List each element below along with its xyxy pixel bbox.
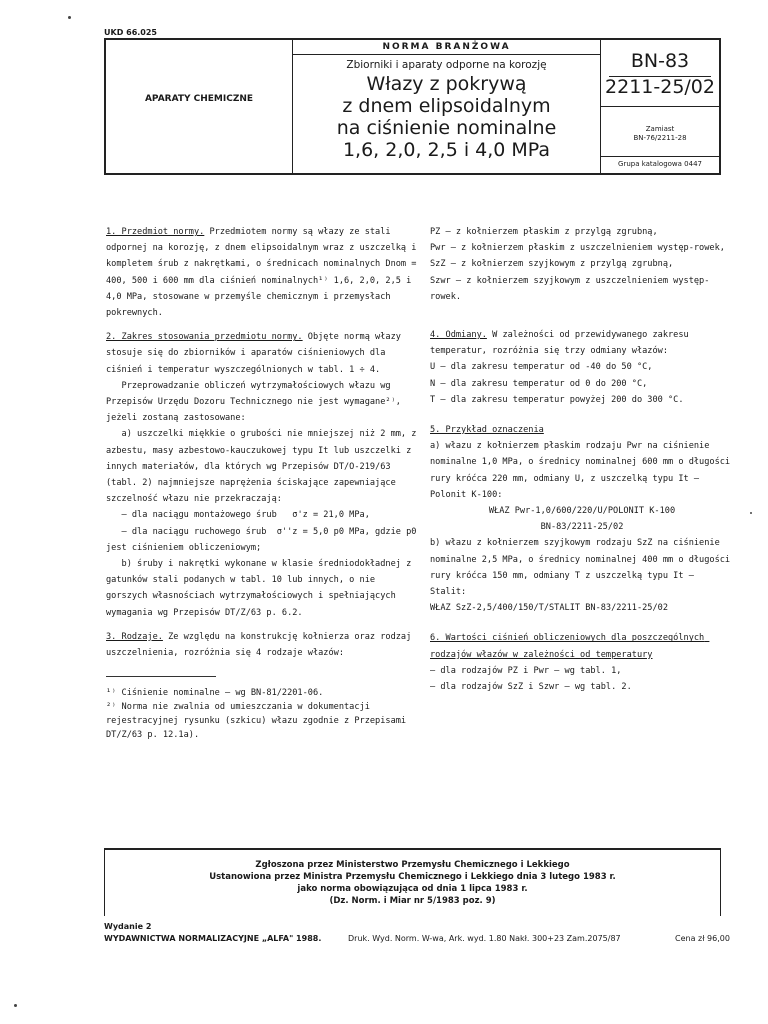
paragraph: – dla naciągu ruchowego śrub σ''z = 5,0 p0 MPa, gdzie p0 jest ciśnieniem obliczeniowym;	[106, 526, 422, 553]
paragraph: b) śruby i nakrętki wykonane w klasie średniodokładnej z gatunków stali podanych w tabl. 10 lub innych, o nie gorszych własnościach wytrzymałościowych i spełniających wymagania wg Przepisów DT/Z/63 p. 6.2.	[106, 559, 417, 618]
designation-code: BN-83/2211-25/02	[540, 522, 624, 533]
left-column	[106, 224, 422, 661]
scan-speck	[750, 512, 752, 514]
title-line: 1,6, 2,0, 2,5 i 4,0 MPa	[342, 139, 551, 161]
type-item: PZ – z kołnierzem płaskim z przylgą zgrubną,	[430, 227, 658, 237]
variant-item: U – dla zakresu temperatur od -40 do 50 °C,	[430, 362, 653, 373]
section-heading: 1. Przedmiot normy.	[106, 227, 205, 237]
scan-speck	[68, 16, 71, 19]
replaces-label: Zamiast	[645, 125, 675, 133]
footnote-rule	[106, 676, 216, 677]
value-item: – dla rodzajów PZ i Pwr – wg tabl. 1,	[430, 665, 622, 676]
approval-line: jako norma obowiązująca od dnia 1 lipca 1983 r.	[297, 884, 528, 894]
title-line: Włazy z pokrywą	[366, 73, 527, 95]
subtitle: Zbiorniki i aparaty odporne na korozję	[346, 59, 547, 71]
paragraph: 2. Zakres stosowania przedmiotu normy. Objęte normą włazy stosuje się do zbiorników i aparatów ciśnieniowych dla ciśnień i temperatur wyszczególnionych w tabl. 1 ÷ 4.	[106, 332, 407, 375]
approval-box	[104, 848, 721, 916]
section-heading: 6. Wartości ciśnień obliczeniowych dla poszczególnych rodzajów włazów w zależności od temperatury	[430, 633, 710, 660]
publisher: WYDAWNICTWA NORMALIZACYJNE „ALFA" 1988.	[104, 934, 322, 943]
designation-code: WŁAZ SzZ-2,5/400/150/T/STALIT BN-83/2211-25/02	[430, 603, 668, 614]
code-divider	[601, 106, 719, 107]
paragraph: b) włazu z kołnierzem szyjkowym rodzaju SzZ na ciśnienie nominalne 2,5 MPa, o średnicy nominalnej 400 mm o długości rury króćca 150 mm, odmiany T z uszczelką typu It – Stalit:	[430, 538, 736, 598]
edition: Wydanie 2	[104, 922, 152, 931]
approval-line: (Dz. Norm. i Miar nr 5/1983 poz. 9)	[329, 896, 496, 906]
scan-speck	[14, 1004, 17, 1007]
type-item: SzZ – z kołnierzem szyjkowym z przylgą zgrubną,	[430, 259, 674, 270]
section-heading: 4. Odmiany.	[430, 330, 487, 341]
price: Cena zł 96,00	[675, 934, 730, 943]
header-title-cell	[293, 40, 600, 173]
document-title	[293, 73, 600, 161]
type-item: Pwr – z kołnierzem płaskim z uszczelnieniem występ-rowek,	[430, 243, 725, 254]
code-divider	[601, 156, 719, 157]
variant-item: N – dla zakresu temperatur od 0 do 200 °C,	[430, 378, 648, 389]
paragraph: Przeprowadzanie obliczeń wytrzymałościowych włazu wg Przepisów Urzędu Dozoru Technicznego nie jest wymagane²⁾, jeżeli zostaną zastosowane:	[106, 380, 407, 424]
code-top: BN-83	[630, 50, 690, 72]
paragraph: 3. Rodzaje. Ze względu na konstrukcję kołnierza oraz rodzaj uszczelnienia, rozróżnia się 4 rodzaje włazów:	[106, 631, 417, 659]
title-line: na ciśnienie nominalne	[336, 117, 557, 139]
type-item: Szwr – z kołnierzem szyjkowym z uszczelnieniem występ-rowek.	[430, 275, 710, 302]
print-info: Druk. Wyd. Norm. W-wa, Ark. wyd. 1.80 Nakł. 300+23 Zam.2075/87	[348, 934, 621, 943]
udk-code: UKD 66.025	[104, 28, 157, 37]
header-box	[104, 38, 721, 175]
paragraph: a) włazu z kołnierzem płaskim rodzaju Pwr na ciśnienie nominalne 1,0 MPa, o średnicy nominalnej 600 mm o długości rury króćca 220 mm, odmiany U, z uszczelką typu It – Polonit K-100:	[430, 441, 736, 500]
paragraph: a) uszczelki miękkie o grubości nie mniejszej niż 2 mm, z azbestu, masy azbestowo-kauczukowej typu It lub uszczelki z innych materiałów, dla których wg Przepisów DT/O-219/63 (tabl. 2) najmniejsze naprężenia ściskające zapewniające szczelność włazu nie przekraczają:	[106, 429, 422, 505]
header-left-cell	[106, 40, 292, 173]
code-bottom: 2211-25/02	[605, 76, 715, 98]
section-heading: 2. Zakres stosowania przedmiotu normy.	[106, 332, 303, 343]
title-line: z dnem elipsoidalnym	[342, 95, 551, 117]
value-item: – dla rodzajów SzZ i Szwr – wg tabl. 2.	[430, 682, 632, 693]
variant-item: T – dla zakresu temperatur powyżej 200 do 300 °C.	[430, 394, 684, 405]
footnote: ¹⁾ Ciśnienie nominalne – wg BN-81/2201-06.	[106, 688, 324, 698]
approval-line: Zgłoszona przez Ministerstwo Przemysłu Chemicznego i Lekkiego	[255, 860, 570, 870]
designation-code: WŁAZ Pwr-1,0/600/220/U/POLONIT K-100	[488, 506, 676, 517]
category-label: APARATY CHEMICZNE	[144, 94, 254, 104]
approval-line: Ustanowiona przez Ministra Przemysłu Chemicznego i Lekkiego dnia 3 lutego 1983 r.	[209, 872, 616, 882]
norma-label: NORMA BRANŻOWA	[293, 40, 600, 55]
section-heading: 3. Rodzaje.	[106, 631, 163, 642]
header-code-cell	[601, 40, 719, 173]
section-heading: 5. Przykład oznaczenia	[430, 425, 544, 436]
paragraph: – dla naciągu montażowego śrub σ'z = 21,0 MPa,	[106, 510, 370, 521]
footnotes	[106, 686, 418, 742]
right-column	[430, 224, 734, 695]
paragraph: 1. Przedmiot normy. Przedmiotem normy są włazy ze stali odpornej na korozję, z dnem elipsoidalnym wraz z uszczelką i kompletem śrub z nakrętkami, o średnicach nominalnych Dnom = 400, 500 i 600 mm dla ciśnień nominalnych¹⁾ 1,6, 2,0, 2,5 i 4,0 MPa, stosowane w przemyśle chemicznym i przemysłach pokrewnych.	[106, 227, 422, 319]
catalog-group: Grupa katalogowa 0447	[618, 160, 702, 168]
replaces-value: BN-76/2211-28	[633, 134, 687, 142]
replaces-block	[601, 125, 719, 143]
paragraph: 4. Odmiany. W zależności od przewidywanego zakresu temperatur, rozróżnia się trzy odmiany włazów:	[430, 330, 694, 357]
footnote: ²⁾ Norma nie zwalnia od umieszczania w dokumentacji rejestracyjnej rysunku (szkicu) włazu zgodnie z Przepisami DT/Z/63 p. 12.1a).	[106, 702, 412, 740]
